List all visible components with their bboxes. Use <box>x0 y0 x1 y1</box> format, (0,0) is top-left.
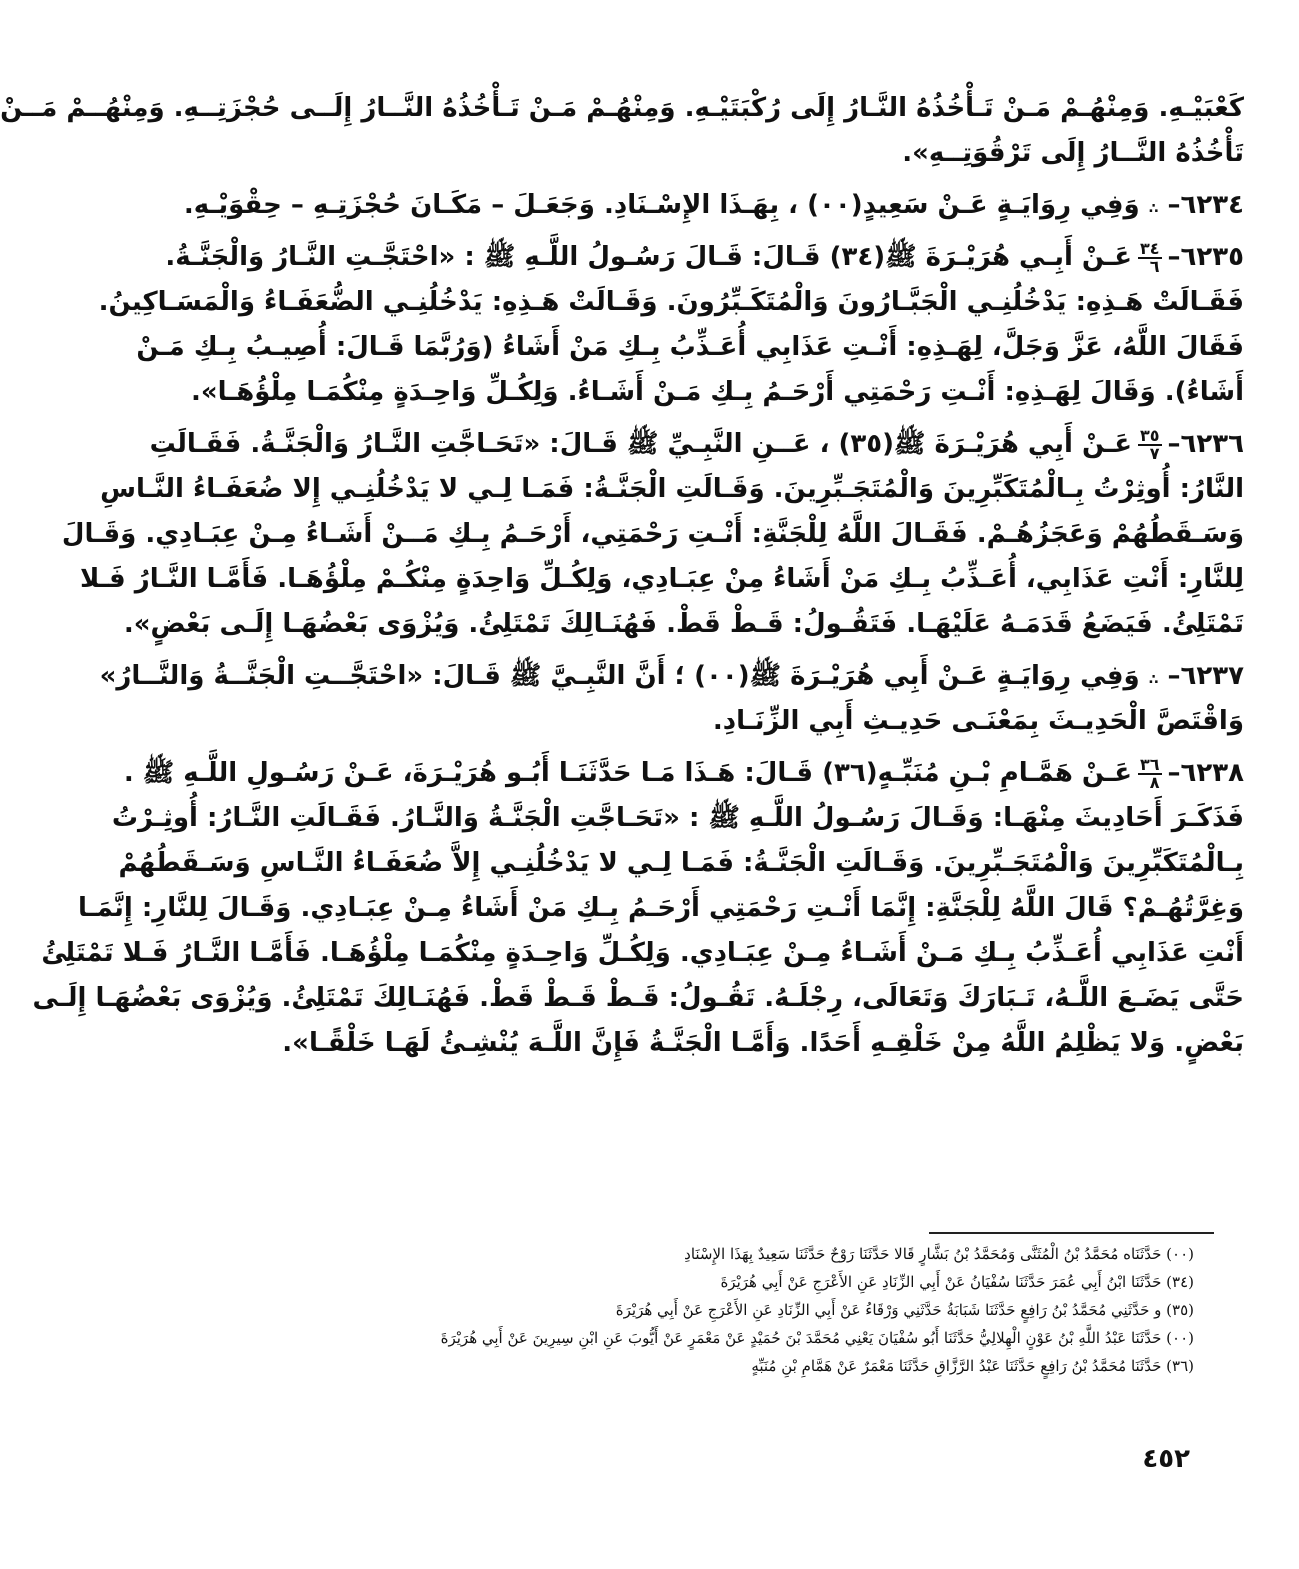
text-line: تَأْخُذُهُ النَّــارُ إِلَى تَرْقُوَتِــهِ». <box>902 138 1244 168</box>
footnote: (٣٤) حَدَّثَنَا ابْنُ أَبِي عُمَرَ حَدَّثَنَا سُفْيَانُ عَنْ أَبِي الزِّنَادِ عَنِ الأَعْرَجِ عَنْ أَبِي هُرَيْرَةَ <box>720 1273 1194 1291</box>
text-line <box>149 422 1244 467</box>
text-line <box>123 751 1244 796</box>
hadith-number: ٦٢٣٤– <box>1167 190 1244 220</box>
text-line: وَغِرَّتُهُـمْ؟ قَالَ اللَّهُ لِلْجَنَّةِ: إِنَّمَا أَنْـتِ رَحْمَتِي أَرْحَـمُ بِـكِ مَنْ أَشَاءُ مِـنْ عِبَـادِي. وَقَـالَ لِلنَّارِ: إِنَّمَـا <box>78 893 1244 923</box>
hadith-text: عَـنْ أَبِـي هُرَيْـرَةَ ﷺ(٣٤) قَـالَ: قَـالَ رَسُـولُ اللَّـهِ ﷺ : «احْتَجَّـتِ النَّـارُ وَالْجَنَّـةُ. <box>165 242 1132 272</box>
text-line <box>165 235 1244 280</box>
footnote: (٠٠) حَدَّثَنَا عَبْدُ اللَّهِ بْنُ عَوْنٍ الْهِلالِيُّ حَدَّثَنَا أَبُو سُفْيَانَ يَعْنِي مُحَمَّدَ بْنَ حُمَيْدٍ عَنْ مَعْمَرٍ عَنْ أَيُّوبَ عَنِ ابْنِ سِيرِينَ عَنْ أَبِي هُرَيْرَةَ <box>440 1329 1194 1347</box>
hadith-number: ٦٢٣٦– <box>1167 429 1244 459</box>
text-line: حَتَّى يَضَـعَ اللَّـهُ، تَـبَارَكَ وَتَعَالَى، رِجْلَـهُ. تَقُـولُ: قَـطْ قَـطْ قَطْ. فَهُنَـالِكَ تَمْتَلِئُ. وَيُزْوَى بَعْضُهَـا إِلَـى <box>32 983 1244 1013</box>
text-line: لِلنَّارِ: أَنْتِ عَذَابِي، أُعَـذِّبُ بِـكِ مَنْ أَشَاءُ مِنْ عِبَـادِي، وَلِكُـلِّ وَاحِدَةٍ مِنْكُـمْ مِلْؤُهَـا. فَأَمَّـا النَّـارُ فَـلا <box>80 564 1244 594</box>
text-line: أَشَاءُ). وَقَالَ لِهَـذِهِ: أَنْـتِ رَحْمَتِي أَرْحَـمُ بِـكِ مَـنْ أَشَـاءُ. وَلِكُـلِّ وَاحِـدَةٍ مِنْكُمَـا مِلْؤُهَـا». <box>190 377 1244 407</box>
text-line: بَعْضٍ. وَلا يَظْلِمُ اللَّهُ مِنْ خَلْقِـهِ أَحَدًا. وَأَمَّـا الْجَنَّـةُ فَإِنَّ اللَّـهَ يُنْشِـئُ لَهَـا خَلْقًـا». <box>282 1028 1244 1058</box>
hadith-number: ٦٢٣٥– <box>1167 242 1244 272</box>
hadith-text: عَـنْ هَمَّـامِ بْـنِ مُنَبِّـهٍ(٣٦) قَـالَ: هَـذَا مَـا حَدَّثَنَـا أَبُـو هُرَيْـرَةَ، عَـنْ رَسُـولِ اللَّـهِ ﷺ . <box>123 758 1132 788</box>
hadith-fraction: $\frac{٣٦}{٨}$ <box>1139 754 1160 792</box>
hadith-fraction: $\frac{٣٤}{٦}$ <box>1139 238 1160 276</box>
main-text <box>0 86 1244 1066</box>
hadith-text: وَفِي رِوَايَـةٍ عَـنْ سَعِيدٍ(٠٠) ، بِهَـذَا الإِسْـنَادِ. وَجَعَـلَ – مَكَـانَ حُجْزَتِـهِ – حِقْوَيْـهِ. <box>183 190 1140 220</box>
text-line: النَّارُ: أُوثِرْتُ بِـالْمُتَكَبِّرِينَ وَالْمُتَجَـبِّرِينَ. وَقَـالَتِ الْجَنَّـةُ: فَمَـا لِـي لا يَدْخُلُنِـي إِلا ضُعَفَـاءُ النَّـاسِ <box>100 474 1244 504</box>
hadith-6238 <box>32 751 1244 1066</box>
text-line: تَمْتَلِئُ. فَيَضَعُ قَدَمَـهُ عَلَيْهَـا. فَتَقُـولُ: قَـطْ قَطْ. فَهُنَـالِكَ تَمْتَلِئُ. وَيُزْوَى بَعْضُهَـا إِلَـى بَعْضٍ». <box>123 609 1244 639</box>
hadith-number: ٦٢٣٧– <box>1167 661 1244 691</box>
footnote: (٠٠) حَدَّثَنَاه مُحَمَّدُ بْنُ الْمُثَنَّى وَمُحَمَّدُ بْنُ بَشَّارٍ قَالا حَدَّثَنَا رَوْحٌ حَدَّثَنَا سَعِيدٌ بِهَذَا الإِسْنَادِ <box>684 1245 1194 1263</box>
text-line: كَعْبَيْـهِ. وَمِنْهُـمْ مَـنْ تَـأْخُذُهُ النَّـارُ إِلَى رُكْبَتَيْـهِ. وَمِنْهُـمْ مَـنْ تَـأْخُذُهُ النَّــارُ إِلَــى حُجْزَتِــهِ. وَمِنْهُــمْ مَــنْ <box>0 93 1244 123</box>
footnote: (٣٥) و حَدَّثَنِي مُحَمَّدُ بْنُ رَافِعٍ حَدَّثَنَا شَبَابَةُ حَدَّثَنِي وَرْقَاءُ عَنْ أَبِي الزِّنَادِ عَنِ الأَعْرَجِ عَنْ أَبِي هُرَيْرَةَ <box>615 1301 1194 1319</box>
dots-mark: ∴ <box>1148 201 1159 217</box>
text-line: فَذَكَـرَ أَحَادِيثَ مِنْهَـا: وَقَـالَ رَسُـولُ اللَّـهِ ﷺ : «تَحَـاجَّتِ الْجَنَّـةُ وَالنَّـارُ. فَقَـالَتِ النَّـارُ: أُوثِـرْتُ <box>111 803 1244 833</box>
hadith-fraction: $\frac{٣٥}{٧}$ <box>1139 425 1160 463</box>
text-line: وَسَـقَطُهُمْ وَعَجَزُهُـمْ. فَقَـالَ اللَّهُ لِلْجَنَّةِ: أَنْـتِ رَحْمَتِي، أَرْحَـمُ بِـكِ مَــنْ أَشَـاءُ مِـنْ عِبَـادِي. وَقَـالَ <box>61 519 1244 549</box>
hadith-text: عَـنْ أَبِي هُرَيْـرَةَ ﷺ(٣٥) ، عَــنِ النَّبِـيِّ ﷺ قَـالَ: «تَحَـاجَّتِ النَّـارُ وَالْجَنَّـةُ. فَقَـالَتِ <box>149 429 1132 459</box>
footnote-divider <box>929 1232 1214 1234</box>
hadith-6235 <box>98 235 1244 415</box>
footnotes <box>332 1240 1194 1380</box>
text-line: فَقَالَ اللَّهُ، عَزَّ وَجَلَّ، لِهَـذِهِ: أَنْـتِ عَذَابِي أُعَـذِّبُ بِـكِ مَنْ أَشَاءُ (وَرُبَّمَا قَـالَ: أُصِيـبُ بِـكِ مَـنْ <box>136 332 1244 362</box>
text-line: أَنْتِ عَذَابِي أُعَـذِّبُ بِـكِ مَـنْ أَشَـاءُ مِـنْ عِبَـادِي. وَلِكُـلِّ وَاحِـدَةٍ مِنْكُمَـا مِلْؤُهَـا. فَأَمَّـا النَّـارُ فَـلا تَمْتَلِئُ <box>41 938 1244 968</box>
text-line: فَقَـالَتْ هَـذِهِ: يَدْخُلُنِـي الْجَبَّـارُونَ وَالْمُتَكَـبِّرُونَ. وَقَـالَتْ هَـذِهِ: يَدْخُلُنِـي الضُّعَفَـاءُ وَالْمَسَـاكِينُ. <box>98 287 1244 317</box>
text-line: بِـالْمُتَكَبِّرِينَ وَالْمُتَجَـبِّرِينَ. وَقَـالَتِ الْجَنَّـةُ: فَمَـا لِـي لا يَدْخُلُنِـي إِلاَّ ضُعَفَـاءُ النَّـاسِ وَسَـقَطُهُمْ <box>118 848 1244 878</box>
text-line <box>99 654 1244 699</box>
hadith-number: ٦٢٣٨– <box>1167 758 1244 788</box>
page-number: ٤٥٢ <box>1142 1444 1190 1474</box>
hadith-text: وَفِي رِوَايَـةٍ عَـنْ أَبِي هُرَيْـرَةَ ﷺ(٠٠) ؛ أَنَّ النَّبِـيَّ ﷺ قَـالَ: «احْتَجَّــتِ الْجَنَّــةُ وَالنَّــارُ» <box>99 661 1140 691</box>
text-line <box>183 183 1244 228</box>
dots-mark: ∴ <box>1148 672 1159 688</box>
text-line: وَاقْتَصَّ الْحَدِيـثَ بِمَعْنَـى حَدِيـثِ أَبِي الزِّنَـادِ. <box>712 706 1244 736</box>
hadith-6237 <box>99 654 1244 744</box>
footnote: (٣٦) حَدَّثَنَا مُحَمَّدُ بْنُ رَافِعٍ حَدَّثَنَا عَبْدُ الرَّزَّاقِ حَدَّثَنَا مَعْمَرٌ عَنْ هَمَّامِ بْنِ مُنَبِّهٍ <box>751 1357 1194 1375</box>
hadith-6236 <box>61 422 1244 647</box>
hadith-6234 <box>183 183 1244 228</box>
